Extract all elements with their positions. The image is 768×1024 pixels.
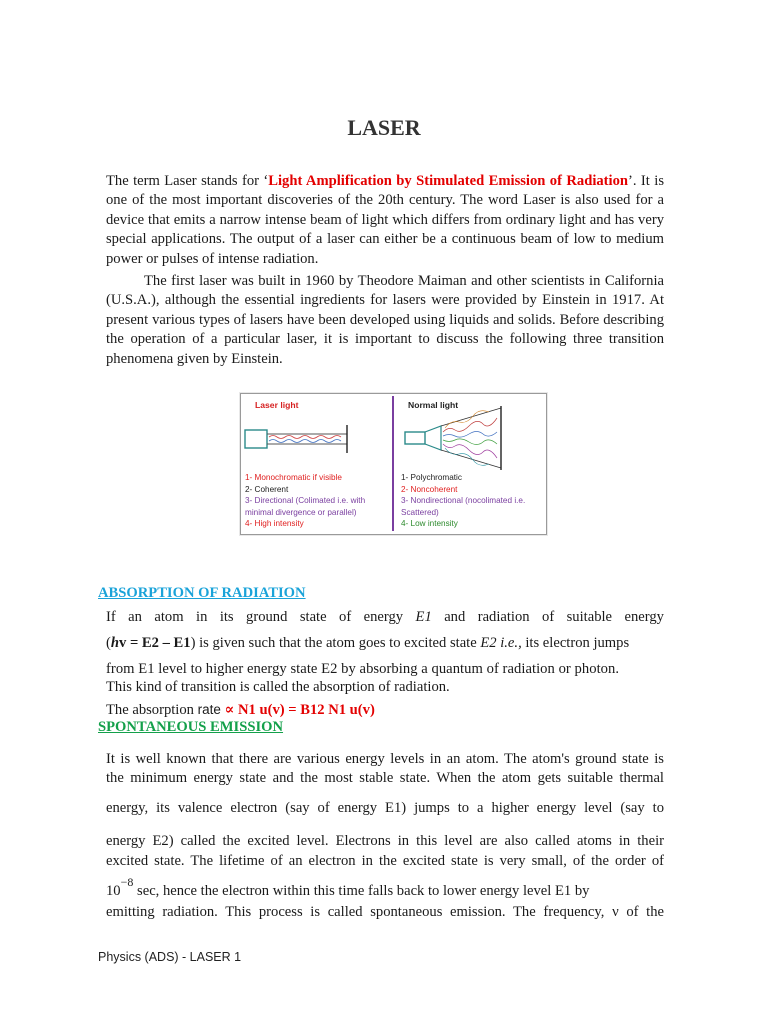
intro-lead: The term Laser stands for ‘: [106, 173, 269, 189]
spontaneous-line-4: energy E2) called the excited level. Electrons in this level are also called atoms in their: [106, 833, 664, 849]
line-text: sec, hence the electron within this time falls back to lower energy level E1 by: [137, 883, 590, 899]
spontaneous-line-7: emitting radiation. This process is called spontaneous emission. The frequency, ν of the: [106, 904, 664, 920]
page-footer: Physics (ADS) - LASER 1: [98, 950, 242, 964]
normal-property-intensity: 4- Low intensity: [401, 519, 458, 528]
word: atom: [154, 609, 184, 625]
word: and: [444, 609, 466, 625]
absorption-rate: [106, 701, 664, 719]
intro-paragraph: [106, 172, 664, 269]
word: If: [106, 609, 116, 625]
intro-body: ’. It is one of the most important discoveries of the 20th century. The word Laser is also used for a device that emits a narrow intense beam of light which differs from ordinary light and has very special applications. The output of a laser can either be a continuous beam of low to medium power or pulses of intense radiation.: [106, 173, 664, 267]
ie-text: i.e.,: [500, 635, 522, 651]
spontaneous-line-5: excited state. The lifetime of an electron in the excited state is very small, of the order of: [106, 853, 664, 869]
normal-property-polychromatic: 1- Polychromatic: [401, 473, 462, 482]
laser-light-title: Laser light: [255, 400, 299, 410]
absorption-line-1: [106, 609, 664, 626]
absorption-line-2: [106, 635, 664, 652]
laser-property-intensity: 4- High intensity: [245, 519, 304, 528]
word: energy: [624, 609, 664, 625]
word: state: [299, 609, 327, 625]
planck-symbol: h: [110, 635, 119, 651]
normal-light-title: Normal light: [408, 400, 459, 410]
spontaneous-line-3: energy, its valence electron (say of energy E1) jumps to a higher energy level (say to: [106, 800, 664, 816]
word: its: [219, 609, 234, 625]
word: energy: [363, 609, 404, 625]
line-text: its electron jumps: [525, 635, 630, 651]
laser-vs-normal-light-figure: [240, 393, 547, 535]
spontaneous-line-2: the minimum energy state and the most stable state. When the atom gets suitable thermal: [106, 770, 664, 786]
page-title: LASER: [347, 115, 421, 140]
word: radiation: [477, 609, 530, 625]
laser-property-directional: 3- Directional (Colimated i.e. with minimal divergence or parallel): [245, 496, 366, 517]
power-exponent: −8: [120, 875, 134, 889]
word: an: [128, 609, 142, 625]
absorption-heading: ABSORPTION OF RADIATION: [98, 585, 306, 601]
spontaneous-line-1: It is well known that there are various energy levels in an atom. The atom's ground state is: [106, 751, 664, 767]
spontaneous-emission-heading: SPONTANEOUS EMISSION: [98, 719, 284, 735]
laser-light-properties: [245, 472, 390, 530]
line-text: ) is given such that the atom goes to excited state: [190, 635, 477, 651]
rate-word: rate: [197, 702, 221, 717]
history-paragraph: The first laser was built in 1960 by Theodore Maiman and other scientists in California (U.S.A.), although the essential ingredients for lasers were provided by Einstein in 1917. At present various types of lasers have been developed using liquids and solids. Before describing the operation of a particular laser, it is important to discuss the following three transition phenomena given by Einstein.: [106, 273, 664, 367]
absorption-rate-formula: ∝ N1 u(v) = B12 N1 u(v): [224, 702, 375, 718]
normal-light-illustration: [401, 404, 543, 470]
normal-property-nondirectional: 3- Nondirectional (nocolimated i.e. Scattered): [401, 496, 526, 517]
paren: (: [106, 635, 111, 651]
spontaneous-line-6: [106, 875, 664, 900]
normal-light-properties: [401, 472, 543, 530]
energy-symbol-e1: E1: [415, 609, 432, 625]
word: in: [196, 609, 208, 625]
word: ground: [246, 609, 288, 625]
energy-symbol-e2: E2: [480, 635, 497, 651]
laser-property-coherent: 2- Coherent: [245, 484, 289, 494]
word: of: [542, 609, 555, 625]
rate-label: The absorption: [106, 702, 194, 718]
word: suitable: [566, 609, 613, 625]
power-base: 10: [106, 883, 121, 899]
laser-beam-illustration: [243, 422, 391, 456]
normal-property-noncoherent: 2- Noncoherent: [401, 484, 458, 494]
absorption-line-3: from E1 level to higher energy state E2 by absorbing a quantum of radiation or photon.: [106, 661, 620, 677]
laser-property-monochromatic: 1- Monochromatic if visible: [245, 473, 342, 482]
photon-energy-formula: v = E2 – E1: [119, 635, 191, 651]
word: of: [339, 609, 352, 625]
laser-acronym: Light Amplification by Stimulated Emission of Radiation: [268, 173, 629, 189]
absorption-line-4: This kind of transition is called the absorption of radiation.: [106, 679, 450, 695]
figure-divider: [392, 396, 394, 531]
